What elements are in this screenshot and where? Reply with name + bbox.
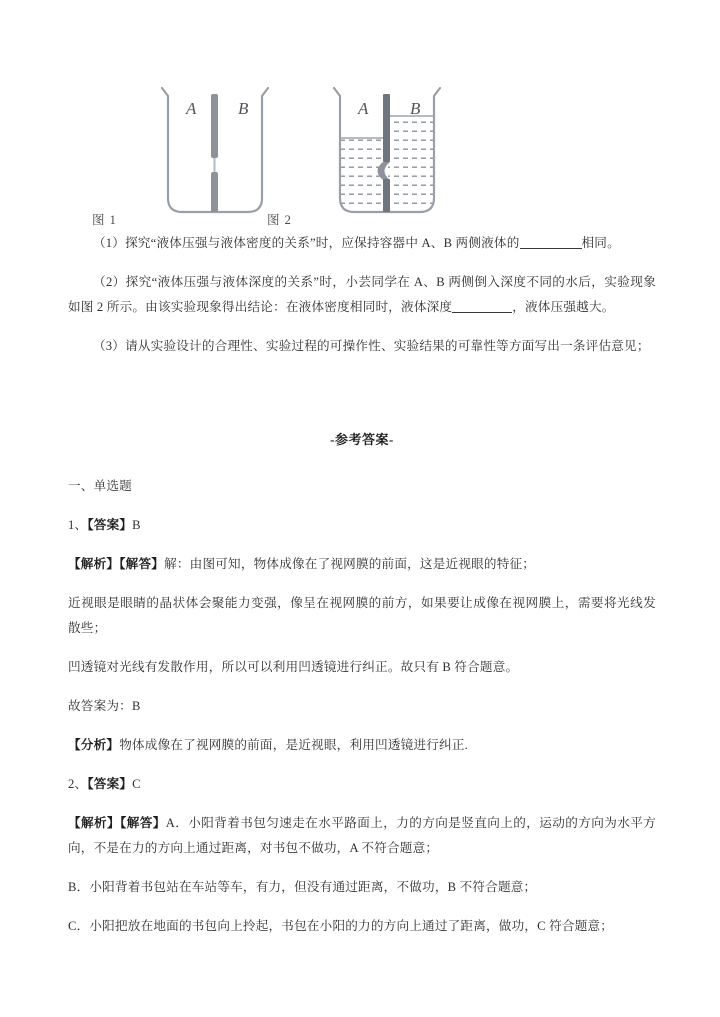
answer-2-tag: 【答案】 (87, 777, 133, 791)
question-1-text-after: 相同。 (581, 236, 620, 250)
answer-1-block-0-text: 解：由图可知，物体成像在了视网膜的前面，这是近视眼的特征； (164, 557, 536, 571)
figures-row (0, 68, 720, 227)
question-1-number: （1） (93, 236, 126, 250)
answer-2-number: 2、 (68, 777, 88, 791)
water-right (386, 116, 436, 214)
answer-2-block-0-text: A．小阳背着书包匀速走在水平路面上，力的方向是竖直向上的，运动的方向为水平方向，不是在力的方向上通过距离，对书包不做功，A 不符合题意； (68, 816, 656, 855)
document-body (68, 231, 656, 939)
answer-2-value: C (132, 777, 141, 791)
answer-2-header (68, 772, 656, 797)
answer-1-block-4-tag: 【分析】 (68, 738, 120, 752)
answer-2-block-0 (68, 811, 656, 861)
question-1-text-before: 探究“液体压强与液体密度的关系”时，应保持容器中 A、B 两侧液体的 (125, 236, 520, 250)
divider-lower-bar (383, 179, 390, 212)
answer-1-block-2-text: 凹透镜对光线有发散作用，所以可以利用凹透镜进行纠正。故只有 B 符合题意。 (68, 660, 519, 674)
answer-2-block-1-text: B．小阳背着书包站在车站等车，有力，但没有通过距离，不做功，B 不符合题意； (68, 880, 537, 894)
divider-upper-bar (383, 94, 390, 162)
membrane-connector (214, 158, 216, 172)
question-2-text-after: ，液体压强越大。 (512, 300, 615, 314)
section-label-single-choice: 一、单选题 (68, 479, 132, 493)
figure2-svg (322, 82, 452, 222)
question-1-blank[interactable] (520, 248, 582, 249)
answer-1-block-1 (68, 591, 656, 641)
answer-1-block-4 (68, 733, 656, 758)
question-2-text-before: 探究“液体压强与液体深度的关系”时，小芸同学在 A、B 两侧倒入深度不同的水后，实验现象如图 2 所示。由该实验现象得出结论：在液体密度相同时，液体深度 (68, 275, 656, 314)
answer-2-block-0-tag: 【解析】【解答】 (68, 816, 166, 830)
figure1-svg (150, 82, 280, 222)
figure2-label-b: B (410, 99, 421, 118)
question-2-number: （2） (93, 275, 126, 289)
figure1-caption: 图 1 (92, 213, 117, 227)
figure1-label-a: A (186, 99, 197, 118)
divider-upper-bar (211, 94, 218, 158)
question-1 (68, 231, 656, 256)
answer-1-block-3 (68, 694, 656, 719)
answer-1-block-2 (68, 655, 656, 680)
figure2-caption: 图 2 (267, 213, 292, 227)
answer-1-block-4-text: 物体成像在了视网膜的前面，是近视眼，利用凹透镜进行纠正. (119, 738, 468, 752)
question-2 (68, 270, 656, 320)
figure2-beaker-diagram (322, 82, 452, 222)
answer-2-block-2 (68, 914, 656, 939)
answer-1-tag: 【答案】 (87, 518, 133, 532)
question-3 (68, 334, 656, 359)
answer-1-header (68, 513, 656, 538)
answer-1-number: 1、 (68, 518, 88, 532)
answer-2-block-2-text: C．小阳把放在地面的书包向上拎起，书包在小阳的力的方向上通过了距离，做功，C 符合题意； (68, 919, 614, 933)
answer-1-block-0 (68, 552, 656, 577)
figure1-beaker-diagram (150, 82, 280, 222)
question-2-blank[interactable] (452, 312, 512, 313)
answer-1-block-0-tag: 【解析】【解答】 (68, 557, 165, 571)
answer-1-block-3-text: 故答案为：B (68, 699, 141, 713)
reference-answer-heading: -参考答案- (330, 432, 394, 447)
figure1-label-b: B (238, 99, 249, 118)
answer-1-value: B (132, 518, 141, 532)
answer-2-block-1 (68, 875, 656, 900)
divider-lower-bar (211, 172, 218, 212)
question-3-number: （3） (93, 339, 126, 353)
figure2-label-a: A (358, 99, 369, 118)
question-3-text-before: 请从实验设计的合理性、实验过程的可操作性、实验结果的可靠性等方面写出一条评估意见； (125, 339, 650, 353)
answer-1-block-1-text: 近视眼是眼睛的晶状体会聚能力变强，像呈在视网膜的前方，如果要让成像在视网膜上，需要将光线发散些； (68, 596, 656, 635)
